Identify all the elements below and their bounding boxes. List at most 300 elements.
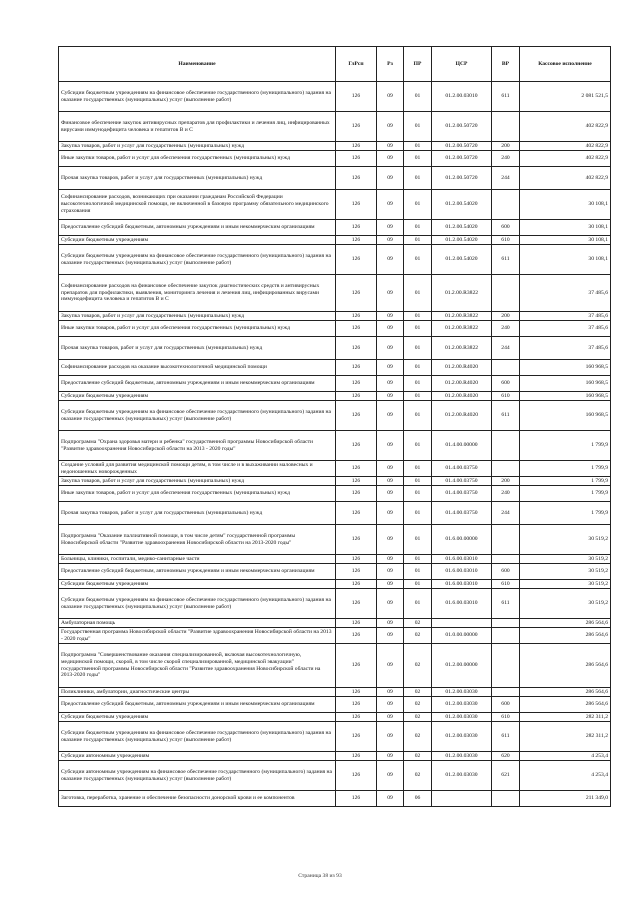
cell-rz: 09 <box>377 151 404 167</box>
table-row <box>59 628 611 644</box>
table-row <box>59 752 611 761</box>
cell-vr: 600 <box>492 564 520 580</box>
cell-csr: 01.2.00.03030 <box>432 713 492 722</box>
table-row <box>59 619 611 628</box>
cell-pr: 02 <box>404 713 432 722</box>
cell-csr: 01.2.00.R4020 <box>432 392 492 401</box>
cell-rz: 09 <box>377 401 404 431</box>
cell-csr: 01.2.00.03010 <box>432 82 492 112</box>
cell-rz: 09 <box>377 190 404 220</box>
cell-sum: 1 799,9 <box>520 461 611 477</box>
cell-vr <box>492 791 520 807</box>
cell-rz: 09 <box>377 360 404 376</box>
cell-name: Субсидии бюджетным учреждениям на финансовое обеспечение государственного (муниципального) задания на оказание государственных (муниципальных) услуг (выполнение работ) <box>59 401 336 431</box>
cell-name: Закупка товаров, работ и услуг для государственных (муниципальных) нужд <box>59 477 336 486</box>
cell-pr: 01 <box>404 486 432 502</box>
cell-rz: 09 <box>377 644 404 688</box>
cell-pr: 01 <box>404 167 432 190</box>
table-row <box>59 337 611 360</box>
table-row <box>59 477 611 486</box>
cell-csr: 01.2.00.50720 <box>432 142 492 151</box>
cell-grbs: 126 <box>336 190 377 220</box>
cell-sum: 282 311,2 <box>520 722 611 752</box>
cell-sum: 286 564,6 <box>520 688 611 697</box>
cell-vr: 200 <box>492 477 520 486</box>
cell-vr <box>492 688 520 697</box>
cell-csr: 01.6.00.03010 <box>432 589 492 619</box>
cell-rz: 09 <box>377 337 404 360</box>
cell-rz: 09 <box>377 376 404 392</box>
header-sum: Кассовое исполнение <box>520 47 611 82</box>
table-row <box>59 564 611 580</box>
cell-rz: 09 <box>377 477 404 486</box>
budget-execution-table <box>58 46 611 807</box>
cell-name: Субсидии автономным учреждениям <box>59 752 336 761</box>
cell-rz: 09 <box>377 431 404 461</box>
cell-name: Больницы, клиники, госпитали, медико-санитарные части <box>59 555 336 564</box>
table-row <box>59 112 611 142</box>
cell-sum: 30 519,2 <box>520 555 611 564</box>
cell-grbs: 126 <box>336 167 377 190</box>
cell-csr: 01.4.00.03750 <box>432 486 492 502</box>
cell-pr: 01 <box>404 580 432 589</box>
cell-sum: 37 485,6 <box>520 321 611 337</box>
cell-pr: 02 <box>404 628 432 644</box>
cell-pr: 01 <box>404 112 432 142</box>
cell-csr: 01.2.00.R3822 <box>432 275 492 312</box>
cell-grbs: 126 <box>336 564 377 580</box>
table-row <box>59 589 611 619</box>
cell-rz: 09 <box>377 555 404 564</box>
cell-name: Субсидии автономным учреждениям на финансовое обеспечение государственного (муниципального) задания на оказание государственных (муниципальных) услуг (выполнение работ) <box>59 761 336 791</box>
cell-grbs: 126 <box>336 275 377 312</box>
cell-rz: 09 <box>377 321 404 337</box>
cell-rz: 09 <box>377 236 404 245</box>
cell-rz: 09 <box>377 220 404 236</box>
table-row <box>59 580 611 589</box>
cell-rz: 09 <box>377 791 404 807</box>
header-csr: ЦСР <box>432 47 492 82</box>
cell-pr: 01 <box>404 555 432 564</box>
cell-grbs: 126 <box>336 486 377 502</box>
cell-sum: 30 519,2 <box>520 525 611 555</box>
table-row <box>59 688 611 697</box>
cell-name: Иные закупки товаров, работ и услуг для обеспечения государственных (муниципальных) нужд <box>59 321 336 337</box>
cell-name: Субсидии бюджетным учреждениям на финансовое обеспечение государственного (муниципального) задания на оказание государственных (муниципальных) услуг (выполнение работ) <box>59 722 336 752</box>
cell-sum: 30 519,2 <box>520 564 611 580</box>
cell-sum: 30 108,1 <box>520 245 611 275</box>
budget-table-container <box>58 46 610 807</box>
table-row <box>59 713 611 722</box>
cell-sum: 160 968,5 <box>520 376 611 392</box>
cell-csr: 01.4.00.00000 <box>432 431 492 461</box>
cell-csr: 01.2.00.54020 <box>432 220 492 236</box>
cell-rz: 09 <box>377 82 404 112</box>
cell-rz: 09 <box>377 486 404 502</box>
cell-grbs: 126 <box>336 580 377 589</box>
table-row <box>59 360 611 376</box>
cell-rz: 09 <box>377 628 404 644</box>
cell-sum: 402 822,9 <box>520 167 611 190</box>
cell-rz: 09 <box>377 752 404 761</box>
cell-vr <box>492 112 520 142</box>
cell-sum: 1 799,9 <box>520 431 611 461</box>
cell-name: Субсидии бюджетным учреждениям <box>59 713 336 722</box>
cell-name: Софинансирование расходов на оказание высокотехнологичной медицинской помощи <box>59 360 336 376</box>
cell-vr <box>492 619 520 628</box>
cell-vr: 611 <box>492 82 520 112</box>
cell-csr: 01.2.00.50720 <box>432 151 492 167</box>
cell-sum: 2 081 521,5 <box>520 82 611 112</box>
cell-vr: 240 <box>492 486 520 502</box>
table-row <box>59 82 611 112</box>
cell-vr <box>492 525 520 555</box>
cell-sum: 282 311,2 <box>520 713 611 722</box>
cell-grbs: 126 <box>336 644 377 688</box>
cell-csr: 01.6.00.03010 <box>432 580 492 589</box>
cell-csr: 01.2.00.R4020 <box>432 360 492 376</box>
cell-name: Подпрограмма "Охрана здоровья матери и ребенка" государственной программы Новосибирской области "Развитие здравоохранения Новосибирской области на 2013 - 2020 годы" <box>59 431 336 461</box>
table-row <box>59 555 611 564</box>
cell-rz: 09 <box>377 713 404 722</box>
cell-csr: 01.0.00.00000 <box>432 628 492 644</box>
cell-grbs: 126 <box>336 112 377 142</box>
cell-name: Прочая закупка товаров, работ и услуг для государственных (муниципальных) нужд <box>59 337 336 360</box>
cell-sum: 1 799,9 <box>520 477 611 486</box>
cell-pr: 01 <box>404 461 432 477</box>
cell-rz: 09 <box>377 589 404 619</box>
cell-csr <box>432 791 492 807</box>
cell-rz: 09 <box>377 564 404 580</box>
cell-grbs: 126 <box>336 220 377 236</box>
cell-vr: 610 <box>492 713 520 722</box>
cell-csr: 01.2.00.03030 <box>432 752 492 761</box>
cell-sum: 160 968,5 <box>520 401 611 431</box>
cell-sum: 30 108,1 <box>520 190 611 220</box>
cell-rz: 09 <box>377 688 404 697</box>
cell-csr: 01.6.00.00000 <box>432 525 492 555</box>
cell-name: Закупка товаров, работ и услуг для государственных (муниципальных) нужд <box>59 312 336 321</box>
cell-name: Амбулаторная помощь <box>59 619 336 628</box>
table-row <box>59 722 611 752</box>
cell-sum: 30 108,1 <box>520 220 611 236</box>
cell-pr: 02 <box>404 752 432 761</box>
table-row <box>59 220 611 236</box>
cell-sum: 286 564,6 <box>520 628 611 644</box>
cell-csr: 01.2.00.50720 <box>432 167 492 190</box>
cell-sum: 37 485,6 <box>520 337 611 360</box>
table-row <box>59 376 611 392</box>
cell-pr: 02 <box>404 688 432 697</box>
cell-csr: 01.2.00.R3822 <box>432 321 492 337</box>
cell-vr: 610 <box>492 580 520 589</box>
cell-rz: 09 <box>377 392 404 401</box>
header-grbs: ГлРсп <box>336 47 377 82</box>
cell-pr: 01 <box>404 190 432 220</box>
cell-rz: 09 <box>377 580 404 589</box>
cell-grbs: 126 <box>336 589 377 619</box>
cell-pr: 01 <box>404 151 432 167</box>
cell-name: Субсидии бюджетным учреждениям <box>59 236 336 245</box>
cell-sum: 30 519,2 <box>520 589 611 619</box>
cell-name: Субсидии бюджетным учреждениям на финансовое обеспечение государственного (муниципального) задания на оказание государственных (муниципальных) услуг (выполнение работ) <box>59 245 336 275</box>
cell-grbs: 126 <box>336 502 377 525</box>
cell-pr: 01 <box>404 142 432 151</box>
cell-csr: 01.2.00.03030 <box>432 722 492 752</box>
cell-csr <box>432 619 492 628</box>
cell-rz: 09 <box>377 502 404 525</box>
table-header-row <box>59 47 611 82</box>
table-row <box>59 791 611 807</box>
table-row <box>59 312 611 321</box>
cell-vr: 600 <box>492 697 520 713</box>
table-row <box>59 321 611 337</box>
cell-pr: 01 <box>404 321 432 337</box>
cell-pr: 01 <box>404 376 432 392</box>
cell-vr: 610 <box>492 236 520 245</box>
cell-sum: 160 968,5 <box>520 360 611 376</box>
cell-csr: 01.4.00.03750 <box>432 477 492 486</box>
cell-pr: 06 <box>404 791 432 807</box>
cell-csr: 01.2.00.R3822 <box>432 337 492 360</box>
table-row <box>59 190 611 220</box>
cell-pr: 01 <box>404 564 432 580</box>
table-body <box>59 82 611 807</box>
cell-vr: 600 <box>492 220 520 236</box>
cell-sum: 30 108,1 <box>520 236 611 245</box>
cell-grbs: 126 <box>336 713 377 722</box>
cell-pr: 01 <box>404 220 432 236</box>
cell-name: Закупка товаров, работ и услуг для государственных (муниципальных) нужд <box>59 142 336 151</box>
cell-pr: 01 <box>404 245 432 275</box>
cell-grbs: 126 <box>336 697 377 713</box>
cell-csr: 01.2.00.00000 <box>432 644 492 688</box>
cell-name: Софинансирование расходов, возникающих при оказании гражданам Российской Федерации высокотехнологичной медицинской помощи, не включенной в базовую программу обязательного медицинского страхования <box>59 190 336 220</box>
table-row <box>59 486 611 502</box>
cell-vr <box>492 461 520 477</box>
cell-vr <box>492 644 520 688</box>
cell-name: Создание условий для развития медицинской помощи детям, в том числе и в выхаживании маловесных и недоношенных новорожденных <box>59 461 336 477</box>
cell-csr: 01.2.00.54020 <box>432 190 492 220</box>
cell-grbs: 126 <box>336 722 377 752</box>
cell-grbs: 126 <box>336 236 377 245</box>
cell-sum: 402 822,9 <box>520 142 611 151</box>
cell-pr: 01 <box>404 337 432 360</box>
cell-csr: 01.6.00.03010 <box>432 564 492 580</box>
table-row <box>59 236 611 245</box>
cell-csr: 01.4.00.03750 <box>432 461 492 477</box>
cell-grbs: 126 <box>336 82 377 112</box>
cell-rz: 09 <box>377 619 404 628</box>
cell-vr <box>492 628 520 644</box>
cell-rz: 09 <box>377 722 404 752</box>
cell-vr: 240 <box>492 151 520 167</box>
cell-rz: 09 <box>377 312 404 321</box>
cell-grbs: 126 <box>336 142 377 151</box>
cell-vr <box>492 190 520 220</box>
cell-sum: 30 519,2 <box>520 580 611 589</box>
cell-rz: 09 <box>377 525 404 555</box>
cell-sum: 211 349,0 <box>520 791 611 807</box>
table-row <box>59 167 611 190</box>
cell-name: Прочая закупка товаров, работ и услуг для государственных (муниципальных) нужд <box>59 167 336 190</box>
cell-grbs: 126 <box>336 312 377 321</box>
cell-name: Финансовое обеспечение закупок антивирусных препаратов для профилактики и лечения лиц, инфицированных вирусами иммунодефицита человека и гепатитов B и C <box>59 112 336 142</box>
cell-grbs: 126 <box>336 619 377 628</box>
table-row <box>59 644 611 688</box>
cell-grbs: 126 <box>336 752 377 761</box>
cell-vr: 240 <box>492 321 520 337</box>
cell-name: Предоставление субсидий бюджетным, автономным учреждениям и иным некоммерческим организациям <box>59 220 336 236</box>
cell-vr <box>492 431 520 461</box>
cell-vr: 611 <box>492 401 520 431</box>
cell-name: Субсидии бюджетным учреждениям на финансовое обеспечение государственного (муниципального) задания на оказание государственных (муниципальных) услуг (выполнение работ) <box>59 589 336 619</box>
cell-grbs: 126 <box>336 791 377 807</box>
cell-csr: 01.2.00.03030 <box>432 697 492 713</box>
cell-rz: 09 <box>377 761 404 791</box>
cell-pr: 01 <box>404 236 432 245</box>
cell-sum: 1 799,9 <box>520 486 611 502</box>
cell-grbs: 126 <box>336 688 377 697</box>
cell-sum: 402 822,9 <box>520 112 611 142</box>
table-row <box>59 151 611 167</box>
cell-csr: 01.2.00.03030 <box>432 688 492 697</box>
cell-vr: 620 <box>492 752 520 761</box>
cell-name: Субсидии бюджетным учреждениям <box>59 580 336 589</box>
cell-grbs: 126 <box>336 151 377 167</box>
table-row <box>59 502 611 525</box>
cell-pr: 01 <box>404 502 432 525</box>
cell-grbs: 126 <box>336 392 377 401</box>
cell-sum: 286 564,6 <box>520 697 611 713</box>
cell-csr: 01.2.00.R4020 <box>432 376 492 392</box>
cell-rz: 09 <box>377 461 404 477</box>
cell-pr: 01 <box>404 82 432 112</box>
cell-name: Софинансирование расходов на финансовое обеспечение закупок диагностических средств и антивирусных препаратов для профилактики, выявления, мониторинга лечения и лечения лиц, инфицированных вирусами иммунодефицита человека и гепатитов B и C <box>59 275 336 312</box>
cell-vr: 611 <box>492 722 520 752</box>
cell-csr: 01.2.00.54020 <box>432 236 492 245</box>
cell-sum: 37 485,6 <box>520 312 611 321</box>
page-number: Страница 38 из 93 <box>298 873 342 879</box>
cell-grbs: 126 <box>336 525 377 555</box>
cell-vr: 244 <box>492 502 520 525</box>
cell-name: Субсидии бюджетным учреждениям на финансовое обеспечение государственного (муниципального) задания на оказание государственных (муниципальных) услуг (выполнение работ) <box>59 82 336 112</box>
cell-name: Иные закупки товаров, работ и услуг для обеспечения государственных (муниципальных) нужд <box>59 151 336 167</box>
cell-sum: 1 799,9 <box>520 502 611 525</box>
cell-pr: 02 <box>404 619 432 628</box>
cell-grbs: 126 <box>336 245 377 275</box>
cell-csr: 01.2.00.R4020 <box>432 401 492 431</box>
cell-pr: 01 <box>404 401 432 431</box>
cell-csr: 01.4.00.03750 <box>432 502 492 525</box>
cell-sum: 4 253,4 <box>520 761 611 791</box>
cell-rz: 09 <box>377 142 404 151</box>
cell-grbs: 126 <box>336 431 377 461</box>
cell-rz: 09 <box>377 112 404 142</box>
cell-name: Подпрограмма "Оказание паллиативной помощи, в том числе детям" государственной программы Новосибирской области "Развитие здравоохранения Новосибирской области на 2013-2020 годы" <box>59 525 336 555</box>
table-row <box>59 525 611 555</box>
cell-vr <box>492 275 520 312</box>
table-row <box>59 275 611 312</box>
cell-rz: 09 <box>377 275 404 312</box>
cell-grbs: 126 <box>336 461 377 477</box>
cell-grbs: 126 <box>336 337 377 360</box>
cell-grbs: 126 <box>336 477 377 486</box>
cell-pr: 01 <box>404 477 432 486</box>
cell-grbs: 126 <box>336 376 377 392</box>
cell-grbs: 126 <box>336 401 377 431</box>
table-row <box>59 761 611 791</box>
cell-grbs: 126 <box>336 360 377 376</box>
cell-rz: 09 <box>377 245 404 275</box>
cell-csr: 01.2.00.03030 <box>432 761 492 791</box>
cell-rz: 09 <box>377 167 404 190</box>
cell-name: Предоставление субсидий бюджетным, автономным учреждениям и иным некоммерческим организациям <box>59 376 336 392</box>
cell-name: Предоставление субсидий бюджетным, автономным учреждениям и иным некоммерческим организациям <box>59 697 336 713</box>
cell-grbs: 126 <box>336 321 377 337</box>
cell-vr: 244 <box>492 337 520 360</box>
cell-vr: 611 <box>492 589 520 619</box>
header-pr: ПР <box>404 47 432 82</box>
cell-name: Поликлиники, амбулатории, диагностические центры <box>59 688 336 697</box>
cell-pr: 02 <box>404 644 432 688</box>
cell-pr: 01 <box>404 275 432 312</box>
cell-vr: 611 <box>492 245 520 275</box>
cell-vr <box>492 555 520 564</box>
cell-pr: 01 <box>404 392 432 401</box>
cell-vr: 610 <box>492 392 520 401</box>
cell-vr: 200 <box>492 312 520 321</box>
cell-pr: 02 <box>404 697 432 713</box>
cell-pr: 01 <box>404 431 432 461</box>
cell-name: Субсидии бюджетным учреждениям <box>59 392 336 401</box>
cell-pr: 01 <box>404 312 432 321</box>
cell-name: Прочая закупка товаров, работ и услуг для государственных (муниципальных) нужд <box>59 502 336 525</box>
cell-vr: 200 <box>492 142 520 151</box>
table-row <box>59 697 611 713</box>
cell-name: Государственная программа Новосибирской области "Развитие здравоохранения Новосибирской области на 2013 - 2020 годы" <box>59 628 336 644</box>
cell-pr: 02 <box>404 761 432 791</box>
cell-sum: 4 253,4 <box>520 752 611 761</box>
cell-pr: 01 <box>404 525 432 555</box>
cell-name: Заготовка, переработка, хранение и обеспечение безопасности донорской крови и ее компонентов <box>59 791 336 807</box>
cell-sum: 37 485,6 <box>520 275 611 312</box>
header-vr: ВР <box>492 47 520 82</box>
cell-grbs: 126 <box>336 761 377 791</box>
cell-sum: 286 564,6 <box>520 619 611 628</box>
cell-vr <box>492 360 520 376</box>
cell-pr: 01 <box>404 360 432 376</box>
cell-csr: 01.2.00.R3822 <box>432 312 492 321</box>
cell-sum: 160 968,5 <box>520 392 611 401</box>
cell-csr: 01.2.00.54020 <box>432 245 492 275</box>
cell-vr: 600 <box>492 376 520 392</box>
header-rz: Рз <box>377 47 404 82</box>
cell-name: Подпрограмма "Совершенствование оказания специализированной, включая высокотехнологичную, медицинской помощи, скорой, в том числе скорой специализированной, медицинской эвакуации" государственной программы Новосибирской области "Развитие здравоохранения Новосибирской области на 2013-2020 годы" <box>59 644 336 688</box>
cell-rz: 09 <box>377 697 404 713</box>
cell-grbs: 126 <box>336 628 377 644</box>
table-row <box>59 431 611 461</box>
cell-pr: 01 <box>404 589 432 619</box>
cell-pr: 02 <box>404 722 432 752</box>
cell-csr: 01.6.00.03010 <box>432 555 492 564</box>
header-name: Наименование <box>59 47 336 82</box>
table-row <box>59 392 611 401</box>
cell-name: Иные закупки товаров, работ и услуг для обеспечения государственных (муниципальных) нужд <box>59 486 336 502</box>
cell-sum: 286 564,6 <box>520 644 611 688</box>
cell-name: Предоставление субсидий бюджетным, автономным учреждениям и иным некоммерческим организациям <box>59 564 336 580</box>
cell-csr: 01.2.00.50720 <box>432 112 492 142</box>
